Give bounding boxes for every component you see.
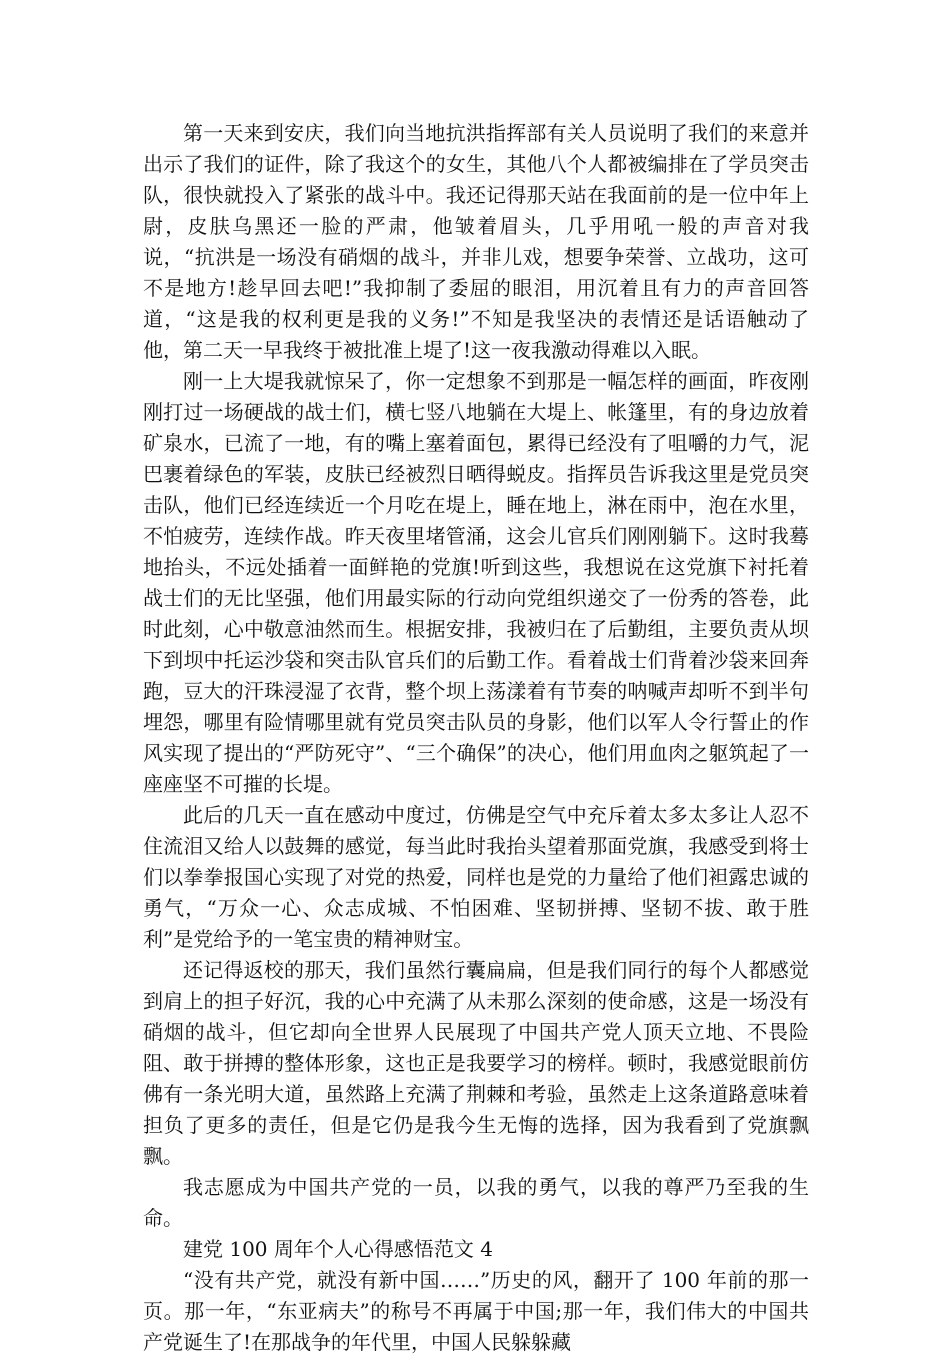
paragraph-2: 刚一上大堤我就惊呆了，你一定想象不到那是一幅怎样的画面，昨夜刚刚打过一场硬战的战士们，横七竖八地躺在大堤上、帐篷里，有的身边放着矿泉水，已流了一地，有的嘴上塞着面包，累得已经没有了咀嚼的力气，泥巴裹着绿色的军装，皮肤已经被烈日晒得蜕皮。指挥员告诉我这里是党员突击队，他们已经连续近一个月吃在堤上，睡在地上，淋在雨中，泡在水里，不怕疲劳，连续作战。昨天夜里堵管涌，这会儿官兵们刚刚躺下。这时我蓦地抬头，不远处插着一面鲜艳的党旗!听到这些，我想说在这党旗下衬托着战士们的无比坚强，他们用最实际的行动向党组织递交了一份秀的答卷，此时此刻，心中敬意油然而生。根据安排，我被归在了后勤组，主要负责从坝下到坝中托运沙袋和突击队官兵们的后勤工作。看着战士们背着沙袋来回奔跑，豆大的汗珠浸湿了衣背，整个坝上荡漾着有节奏的呐喊声却听不到半句埋怨，哪里有险情哪里就有党员突击队员的身影，他们以军人令行誓止的作风实现了提出的“严防死守”、“三个确保”的决心，他们用血肉之躯筑起了一座座坚不可摧的长堤。 bbox=[143, 369, 809, 796]
paragraph-5: 我志愿成为中国共产党的一员，以我的勇气，以我的尊严乃至我的生命。 bbox=[143, 1175, 809, 1230]
section-heading: 建党 100 周年个人心得感悟范文 4 bbox=[183, 1237, 493, 1261]
paragraph-6: “没有共产党，就没有新中国……”历史的风，翻开了 100 年前的那一页。那一年，“东亚病夫”的称号不再属于中国;那一年，我们伟大的中国共产党诞生了!在那战争的年代里，中国人民躲躲藏 bbox=[143, 1268, 809, 1354]
paragraph-3: 此后的几天一直在感动中度过，仿佛是空气中充斥着太多太多让人忍不住流泪又给人以鼓舞的感觉，每当此时我抬头望着那面党旗，我感受到将士们以拳拳报国心实现了对党的热爱，同样也是党的力量给了他们袒露忠诚的勇气，“万众一心、众志成城、不怕困难、坚韧拼搏、坚韧不拔、敢于胜利”是党给予的一笔宝贵的精神财宝。 bbox=[143, 803, 809, 951]
paragraph-4: 还记得返校的那天，我们虽然行囊扁扁，但是我们同行的每个人都感觉到肩上的担子好沉，我的心中充满了从未那么深刻的使命感，这是一场没有硝烟的战斗，但它却向全世界人民展现了中国共产党人顶天立地、不畏险阻、敢于拼搏的整体形象，这也正是我要学习的榜样。顿时，我感觉眼前仿佛有一条光明大道，虽然路上充满了荆棘和考验，虽然走上这条道路意味着担负了更多的责任，但是它仍是我今生无悔的选择，因为我看到了党旗飘飘。 bbox=[143, 958, 809, 1168]
paragraph-1: 第一天来到安庆，我们向当地抗洪指挥部有关人员说明了我们的来意并出示了我们的证件，除了我这个的女生，其他八个人都被编排在了学员突击队，很快就投入了紧张的战斗中。我还记得那天站在我面前的是一位中年上尉，皮肤乌黑还一脸的严肃，他皱着眉头，几乎用吼一般的声音对我说，“抗洪是一场没有硝烟的战斗，并非儿戏，想要争荣誉、立战功，这可不是地方!趁早回去吧!”我抑制了委屈的眼泪，用沉着且有力的声音回答道，“这是我的权利更是我的义务!”不知是我坚决的表情还是话语触动了他，第二天一早我终于被批准上堤了!这一夜我激动得难以入眠。 bbox=[143, 121, 809, 362]
document-page bbox=[143, 118, 809, 1358]
